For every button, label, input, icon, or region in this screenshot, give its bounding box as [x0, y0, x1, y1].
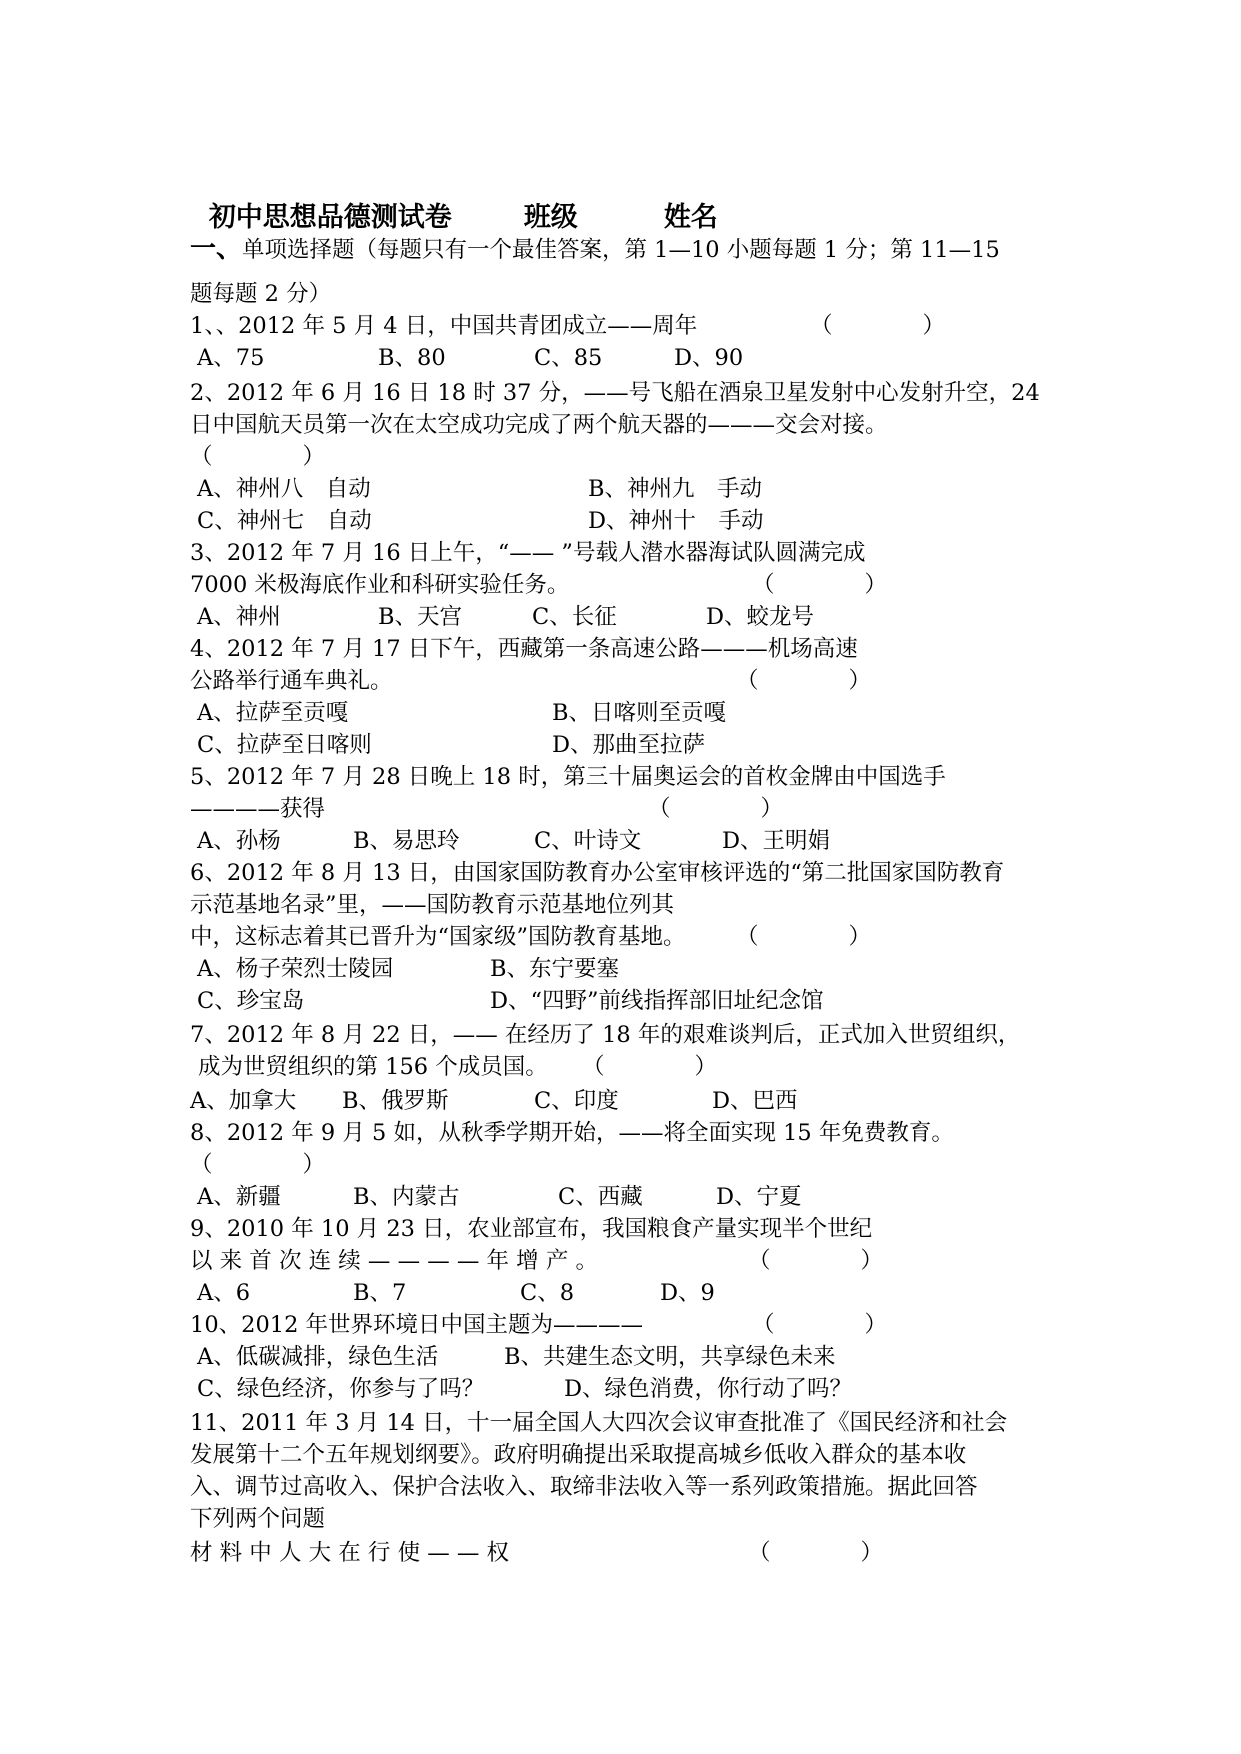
question-11-line3: 入、调节过高收入、保护合法收入、取缔非法收入等一系列政策措施。据此回答	[190, 1474, 978, 1500]
question-6-line2: 示范基地名录”里，——国防教育示范基地位列其	[190, 892, 675, 918]
answer-bracket-2: （ ）	[190, 444, 326, 470]
q9-option-c: C、8	[520, 1280, 575, 1306]
exam-title: 初中思想品德测试卷	[208, 202, 452, 233]
answer-bracket-5: （ ）	[648, 796, 784, 822]
q4-option-a: A、拉萨至贡嘎	[197, 700, 349, 726]
question-8-line1: 8、2012 年 9 月 5 如，从秋季学期开始，——将全面实现 15 年免费教育。	[190, 1120, 954, 1146]
q8-option-a: A、新疆	[197, 1184, 281, 1210]
q9-option-d: D、9	[660, 1280, 715, 1306]
question-6-line3: 中，这标志着其已晋升为“国家级”国防教育基地。	[190, 924, 686, 950]
q3-option-a: A、神州	[197, 604, 281, 630]
q10-option-a: A、低碳减排，绿色生活	[197, 1344, 439, 1370]
q5-option-c: C、叶诗文	[534, 828, 642, 854]
q9-option-a: A、6	[197, 1280, 251, 1306]
question-3-line1: 3、2012 年 7 月 16 日上午，“—— ”号载人潜水器海试队圆满完成	[190, 540, 866, 566]
q10-option-b: B、共建生态文明，共享绿色未来	[504, 1344, 836, 1370]
q3-option-d: D、蛟龙号	[706, 604, 815, 630]
q8-option-b: B、内蒙古	[353, 1184, 460, 1210]
q5-option-a: A、孙杨	[197, 828, 281, 854]
question-4-line2: 公路举行通车典礼。	[190, 668, 393, 694]
section-heading	[190, 234, 1000, 265]
q7-option-c: C、印度	[534, 1088, 619, 1114]
q1-option-c: C、85	[534, 345, 603, 371]
section-number: 一、	[190, 234, 243, 264]
question-2-line2: 日中国航天员第一次在太空成功完成了两个航天器的———交会对接。	[190, 412, 888, 438]
q2-option-b: B、神州九 手动	[588, 476, 763, 502]
question-7-line1: 7、2012 年 8 月 22 日，—— 在经历了 18 年的艰难谈判后，正式加入世贸组织，	[190, 1022, 1021, 1048]
question-11-line2: 发展第十二个五年规划纲要》。政府明确提出采取提高城乡低收入群众的基本收	[190, 1442, 967, 1468]
question-10-line1: 10、2012 年世界环境日中国主题为————	[190, 1312, 644, 1338]
question-11-line1: 11、2011 年 3 月 14 日，十一届全国人大四次会议审查批准了《国民经济和社会	[190, 1410, 1008, 1436]
q3-option-b: B、天宫	[378, 604, 463, 630]
q4-option-c: C、拉萨至日喀则	[197, 732, 372, 758]
section-instructions-line2: 题每题 2 分）	[190, 281, 332, 307]
q7-option-a: A、加拿大	[190, 1088, 297, 1114]
q6-option-b: B、东宁要塞	[490, 956, 620, 982]
q1-option-b: B、80	[378, 345, 446, 371]
question-5-line2: ————获得	[190, 796, 326, 822]
name-label: 姓名	[663, 202, 718, 233]
q2-option-a: A、神州八 自动	[197, 476, 371, 502]
question-11-line5: 材 料 中 人 大 在 行 使 — — 权	[190, 1540, 510, 1566]
q1-option-a: A、75	[197, 345, 265, 371]
q6-option-c: C、珍宝岛	[197, 988, 305, 1014]
q4-option-d: D、那曲至拉萨	[552, 732, 706, 758]
q6-option-d: D、“四野”前线指挥部旧址纪念馆	[490, 988, 824, 1014]
q6-option-a: A、杨子荣烈士陵园	[197, 956, 394, 982]
question-9-line2: 以 来 首 次 连 续 — — — — 年 增 产 。	[190, 1248, 598, 1274]
answer-bracket-3: （ ）	[752, 572, 888, 598]
q10-option-d: D、绿色消费，你行动了吗？	[564, 1376, 853, 1402]
page-title	[190, 164, 718, 234]
q2-option-c: C、神州七 自动	[197, 508, 372, 534]
q5-option-b: B、易思玲	[353, 828, 460, 854]
answer-bracket-9: （ ）	[748, 1248, 884, 1274]
q7-option-b: B、俄罗斯	[342, 1088, 449, 1114]
question-4-line1: 4、2012 年 7 月 17 日下午，西藏第一条高速公路———机场高速	[190, 636, 858, 662]
q4-option-b: B、日喀则至贡嘎	[552, 700, 727, 726]
answer-bracket-1: （ ）	[810, 313, 946, 339]
answer-bracket-8: （ ）	[190, 1152, 326, 1178]
question-11-line4: 下列两个问题	[190, 1506, 326, 1532]
question-7-line2: 成为世贸组织的第 156 个成员国。	[198, 1054, 548, 1080]
class-label: 班级	[523, 202, 578, 233]
q3-option-c: C、长征	[532, 604, 617, 630]
q10-option-c: C、绿色经济，你参与了吗？	[197, 1376, 485, 1402]
q1-option-d: D、90	[674, 345, 744, 371]
answer-bracket-11: （ ）	[748, 1540, 884, 1566]
q2-option-d: D、神州十 手动	[588, 508, 764, 534]
q9-option-b: B、7	[353, 1280, 407, 1306]
q5-option-d: D、王明娟	[722, 828, 831, 854]
answer-bracket-4: （ ）	[736, 668, 872, 694]
question-9-line1: 9、2010 年 10 月 23 日，农业部宣布，我国粮食产量实现半个世纪	[190, 1216, 873, 1242]
question-2-line1: 2、2012 年 6 月 16 日 18 时 37 分，——号飞船在酒泉卫星发射中心发射升空，24	[190, 380, 1040, 406]
question-3-line2: 7000 米极海底作业和科研实验任务。	[190, 572, 570, 598]
question-6-line1: 6、2012 年 8 月 13 日，由国家国防教育办公室审核评选的“第二批国家国防教育	[190, 860, 1005, 886]
section-instructions-line1: 单项选择题（每题只有一个最佳答案，第 1—10 小题每题 1 分；第 11—15	[242, 237, 1000, 263]
answer-bracket-10: （ ）	[752, 1312, 888, 1338]
q8-option-d: D、宁夏	[716, 1184, 802, 1210]
question-1-stem: 1、、2012 年 5 月 4 日，中国共青团成立——周年	[190, 313, 698, 339]
question-5-line1: 5、2012 年 7 月 28 日晚上 18 时，第三十届奥运会的首枚金牌由中国选手	[190, 764, 946, 790]
q7-option-d: D、巴西	[712, 1088, 798, 1114]
answer-bracket-7: （ ）	[582, 1054, 718, 1080]
q8-option-c: C、西藏	[558, 1184, 643, 1210]
answer-bracket-6: （ ）	[736, 924, 872, 950]
